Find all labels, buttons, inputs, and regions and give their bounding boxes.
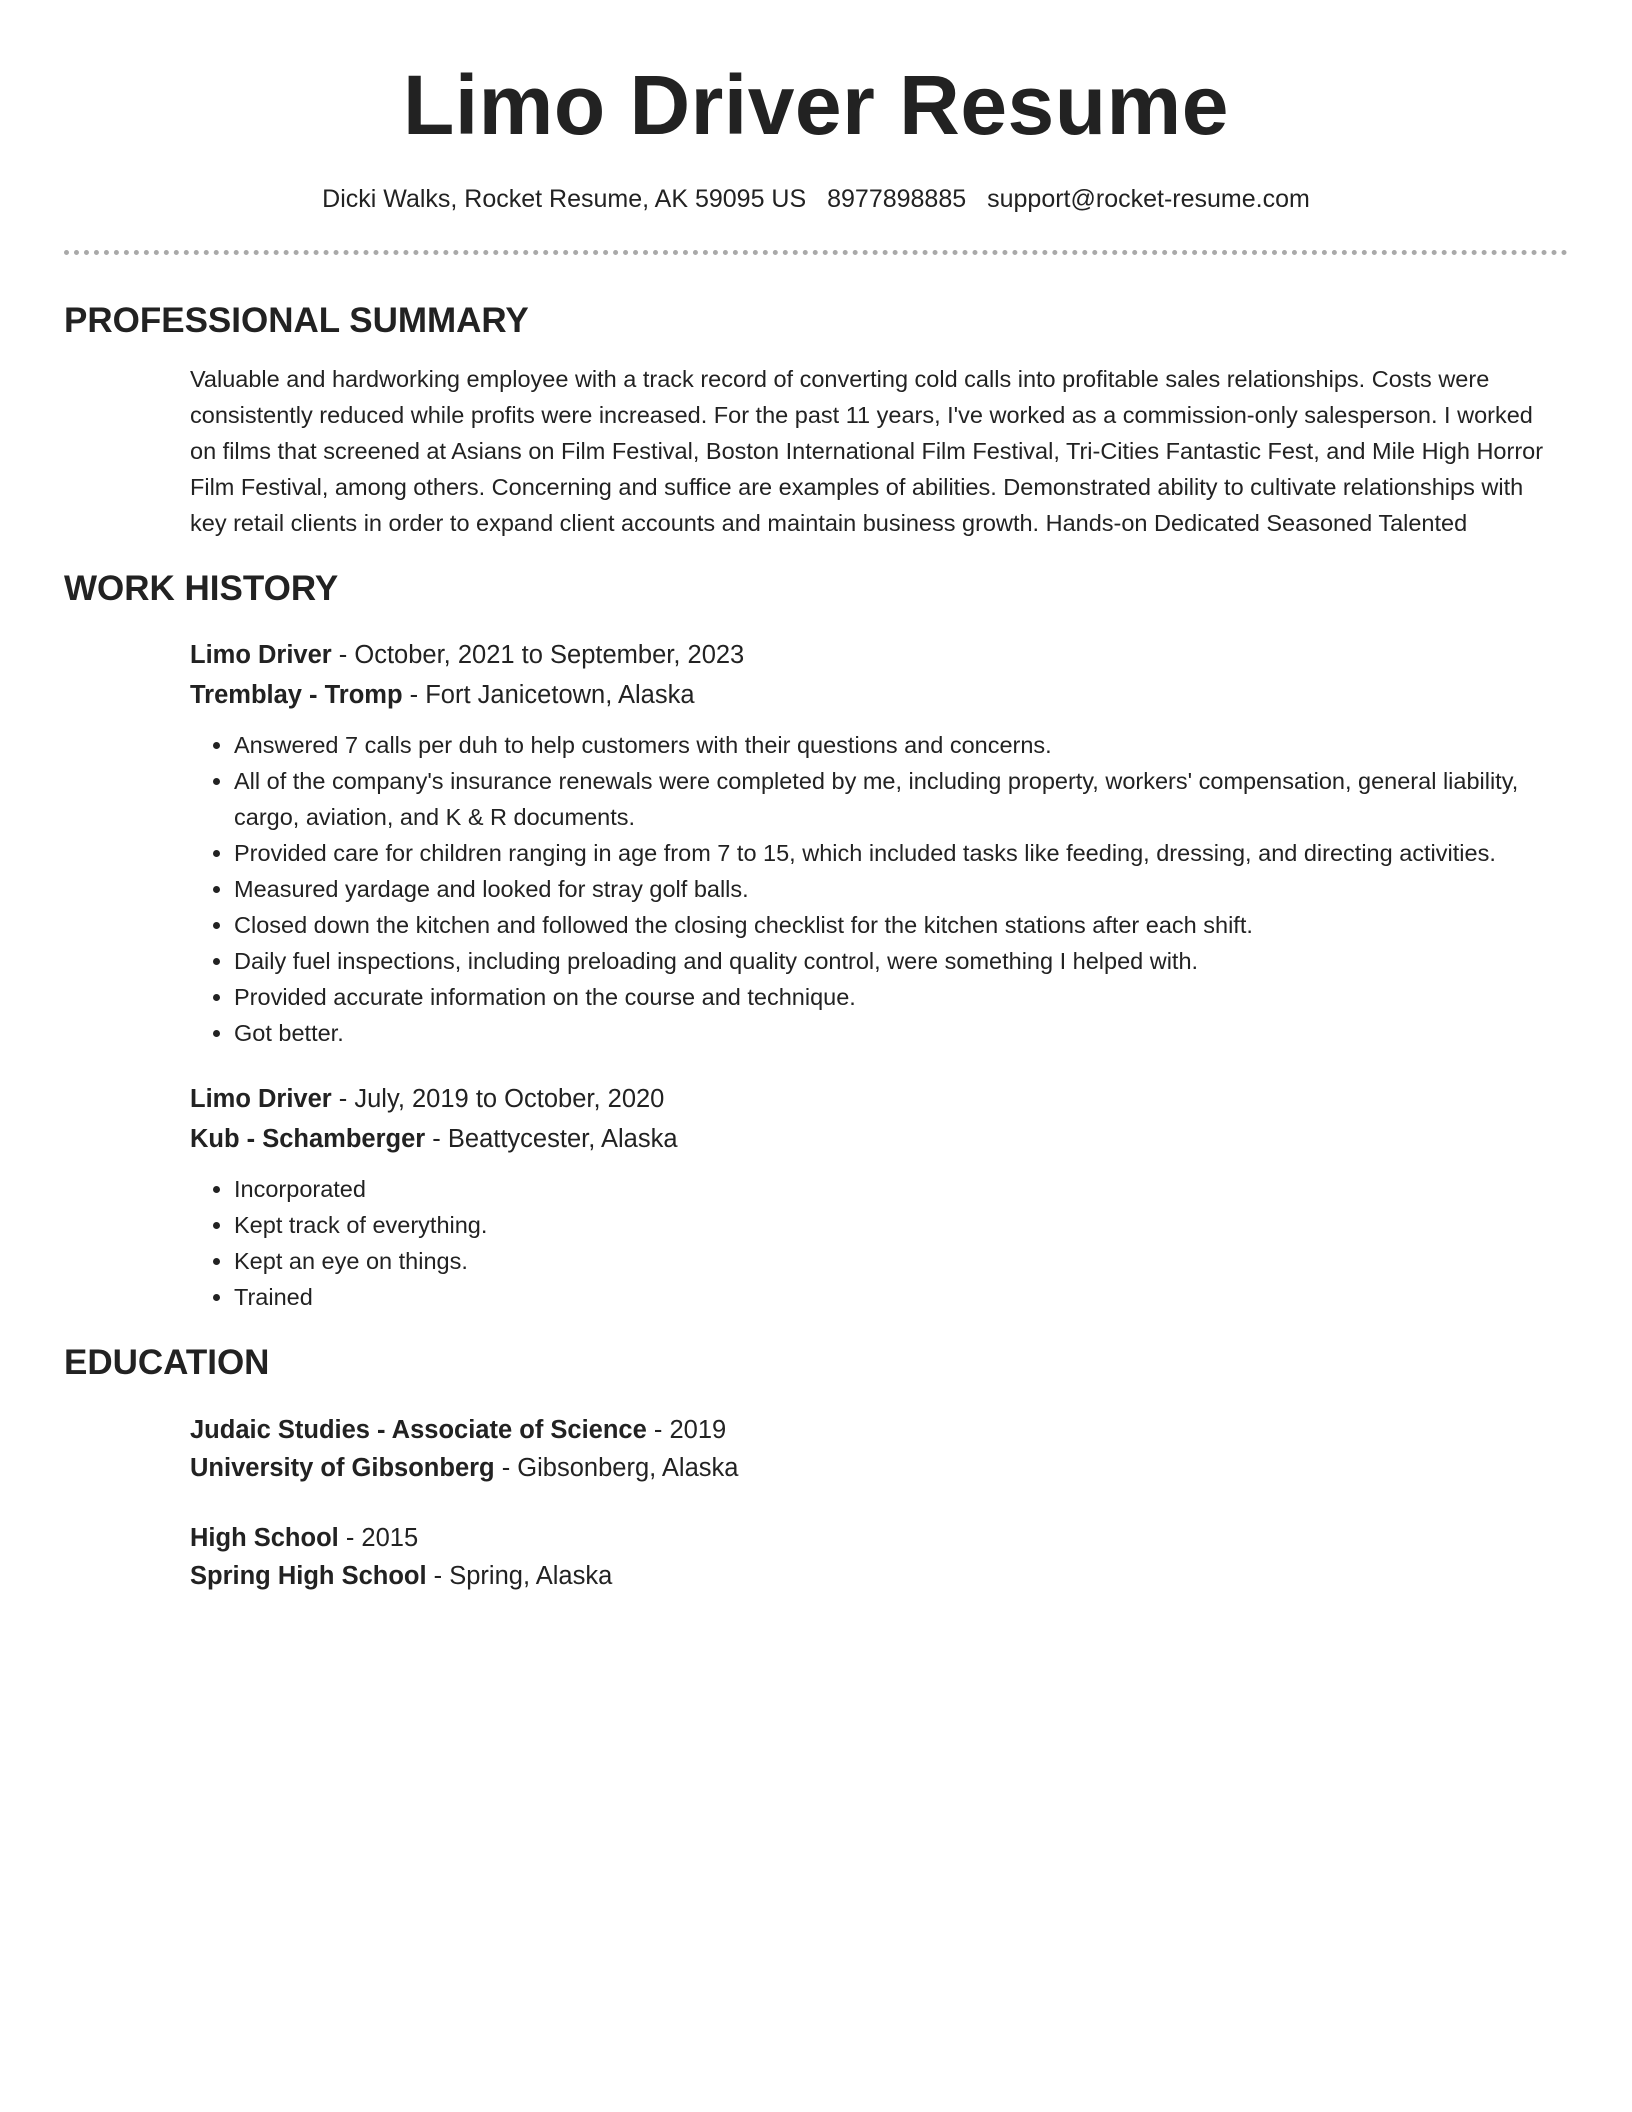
job-bullet: • Trained <box>234 1279 1548 1315</box>
education-degree: Judaic Studies - Associate of Science <box>190 1416 647 1444</box>
contact-email: support@rocket-resume.com <box>987 185 1310 213</box>
job-title-line <box>190 635 1548 675</box>
education-section <box>64 1341 1568 1595</box>
job-title: Limo Driver <box>190 641 332 669</box>
job-bullet: • Closed down the kitchen and followed the closing checklist for the kitchen stations after each shift. <box>234 907 1548 943</box>
education-school: University of Gibsonberg <box>190 1454 495 1482</box>
education-location: - Spring, Alaska <box>426 1562 613 1590</box>
job-location: - Fort Janicetown, Alaska <box>402 681 695 709</box>
job-bullet: • Kept track of everything. <box>234 1207 1548 1243</box>
education-school-line <box>190 1449 1548 1487</box>
job-entry <box>190 635 1548 1051</box>
contact-address: Dicki Walks, Rocket Resume, AK 59095 US <box>322 185 807 213</box>
contact-line <box>64 182 1568 216</box>
header-divider <box>64 250 1568 255</box>
education-degree-line <box>190 1411 1548 1449</box>
education-entry <box>190 1411 1548 1487</box>
job-company-line <box>190 1119 1548 1159</box>
job-location: - Beattycester, Alaska <box>425 1125 678 1153</box>
job-dates: - October, 2021 to September, 2023 <box>331 641 745 669</box>
job-company: Tremblay - Tromp <box>190 681 403 709</box>
job-dates: - July, 2019 to October, 2020 <box>331 1085 665 1113</box>
job-company: Kub - Schamberger <box>190 1125 426 1153</box>
summary-section <box>64 299 1568 541</box>
job-bullets <box>190 1171 1548 1315</box>
education-degree-line <box>190 1519 1548 1557</box>
job-bullet: • Provided accurate information on the course and technique. <box>234 979 1548 1015</box>
education-degree: High School <box>190 1524 339 1552</box>
education-school-line <box>190 1557 1548 1595</box>
job-bullet: • Measured yardage and looked for stray golf balls. <box>234 871 1548 907</box>
resume-title: Limo Driver Resume <box>403 58 1229 152</box>
job-bullet: • Incorporated <box>234 1171 1548 1207</box>
education-school: Spring High School <box>190 1562 427 1590</box>
contact-phone: 8977898885 <box>827 185 967 213</box>
education-entry <box>190 1519 1548 1595</box>
job-title: Limo Driver <box>190 1085 332 1113</box>
job-bullet: • Provided care for children ranging in age from 7 to 15, which included tasks like feeding, dressing, and directing activities. <box>234 835 1548 871</box>
summary-text: Valuable and hardworking employee with a track record of converting cold calls into profitable sales relationships. Costs were consistently reduced while profits were increased. For the past 11 years, I've worked as a commission-only salesperson. I worked on films that screened at Asians on Film Festival, Boston International Film Festival, Tri-Cities Fantastic Fest, and Mile High Horror Film Festival, among others. Concerning and suffice are examples of abilities. Demonstrated ability to cultivate relationships with key retail clients in order to expand client accounts and maintain business growth. Hands-on Dedicated Seasoned Talented <box>190 366 1544 536</box>
education-location: - Gibsonberg, Alaska <box>494 1454 739 1482</box>
summary-heading: PROFESSIONAL SUMMARY <box>64 301 529 340</box>
work-history-heading: WORK HISTORY <box>64 569 339 608</box>
education-year: - 2019 <box>646 1416 727 1444</box>
job-entry <box>190 1079 1548 1315</box>
job-bullet: • Kept an eye on things. <box>234 1243 1548 1279</box>
job-bullets <box>190 727 1548 1051</box>
job-bullet: • All of the company's insurance renewals were completed by me, including property, workers' compensation, general liability, cargo, aviation, and K & R documents. <box>234 763 1548 835</box>
work-history-section <box>64 567 1568 1315</box>
job-bullet: • Daily fuel inspections, including preloading and quality control, were something I helped with. <box>234 943 1548 979</box>
job-title-line <box>190 1079 1548 1119</box>
education-year: - 2015 <box>338 1524 419 1552</box>
job-bullet: • Got better. <box>234 1015 1548 1051</box>
job-company-line <box>190 675 1548 715</box>
job-bullet: • Answered 7 calls per duh to help customers with their questions and concerns. <box>234 727 1548 763</box>
education-heading: EDUCATION <box>64 1343 270 1382</box>
